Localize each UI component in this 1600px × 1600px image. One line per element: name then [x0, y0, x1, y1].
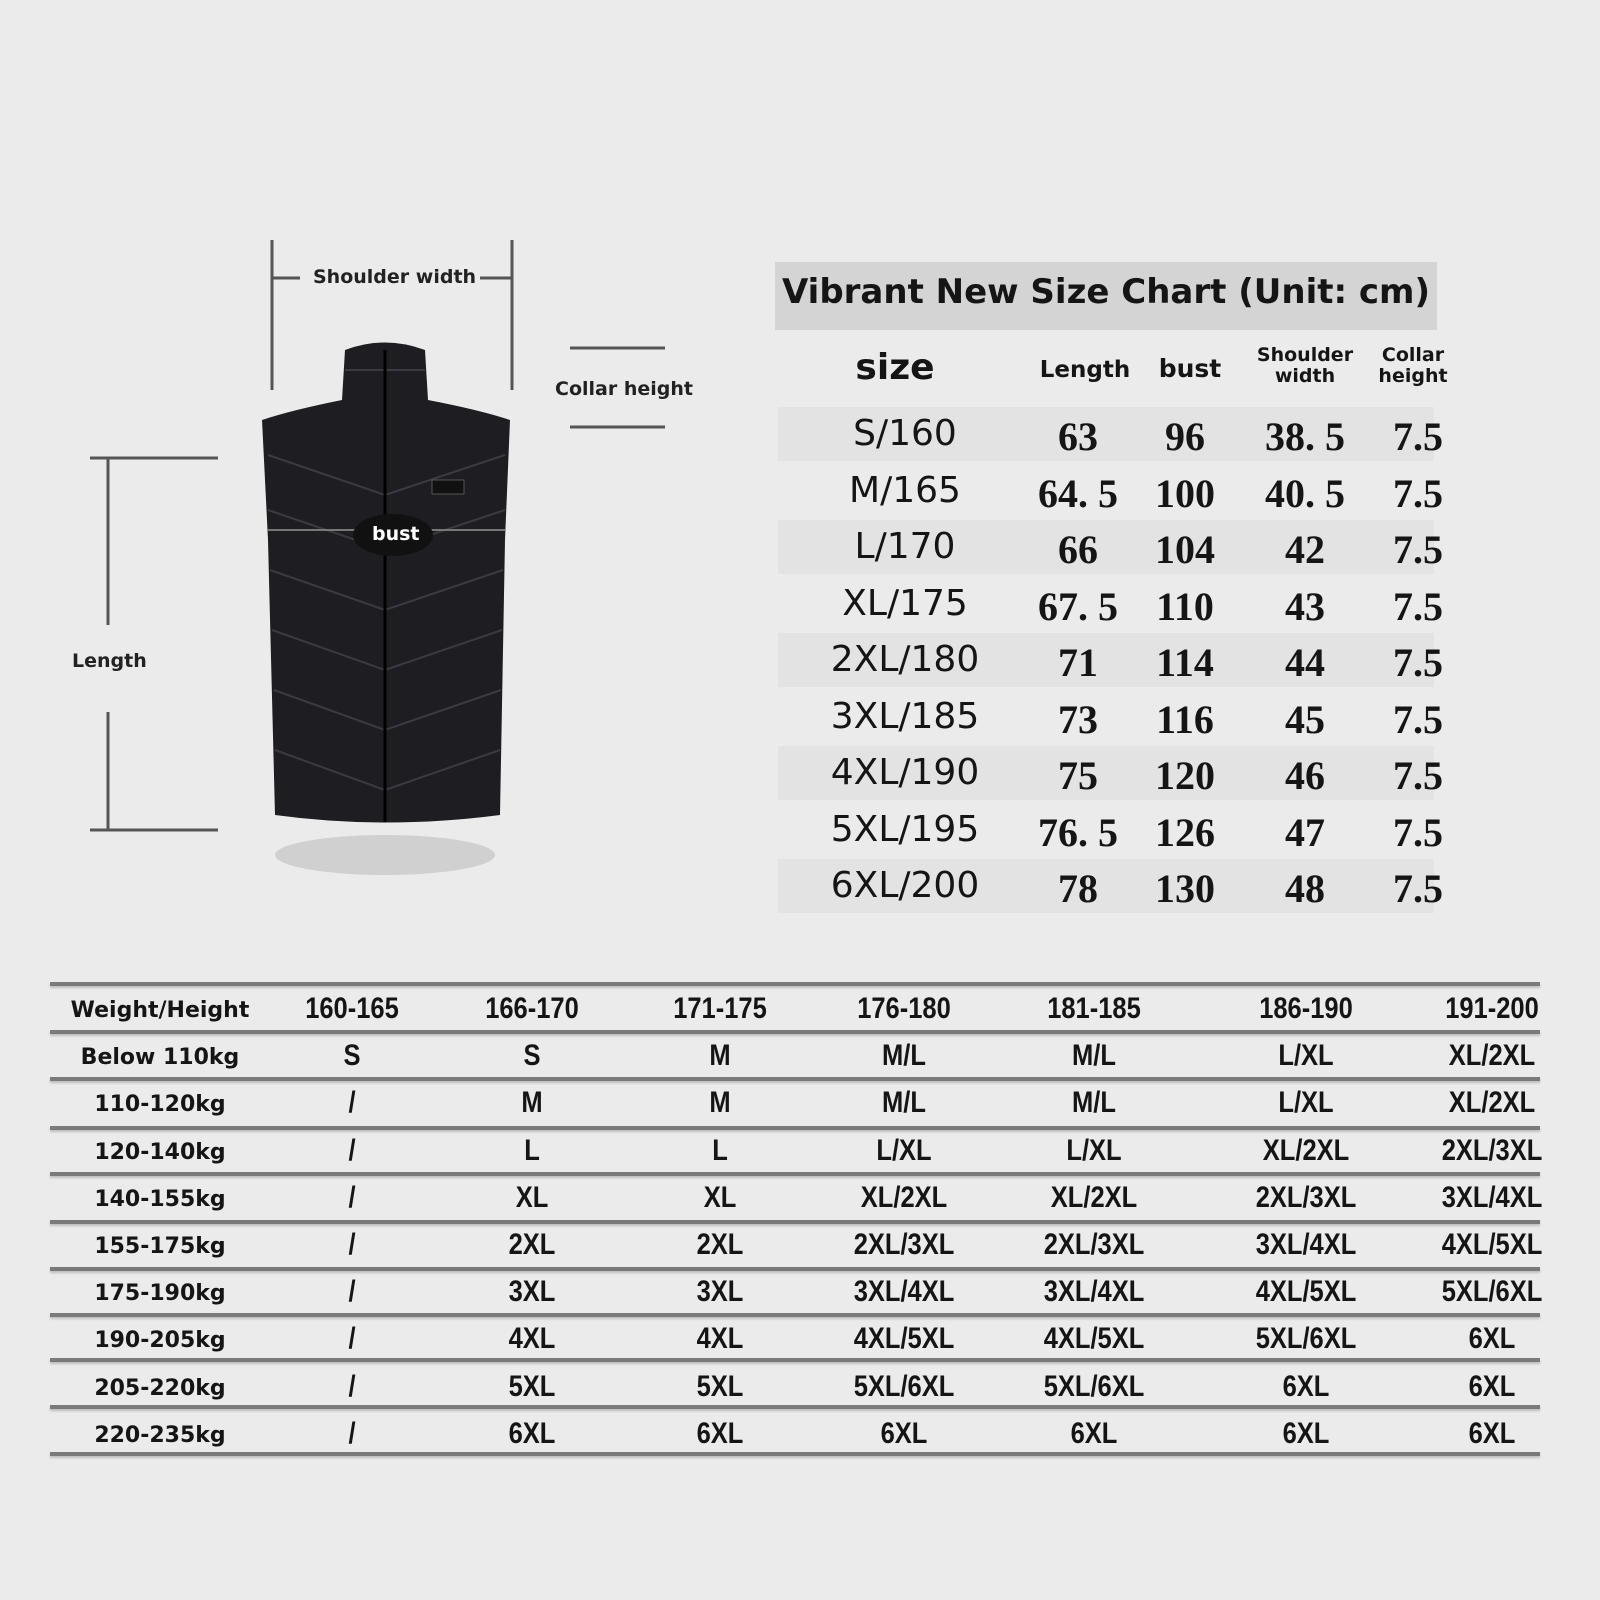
- column-header: 186-190: [1259, 992, 1353, 1025]
- size-cell: M/L: [1072, 1039, 1116, 1073]
- measure-cell: 7.5: [1393, 527, 1443, 572]
- measure-cell: 126: [1155, 809, 1215, 855]
- size-cell: 4XL/5XL: [853, 1322, 955, 1356]
- size-cell: L/XL: [876, 1133, 932, 1167]
- measure-cell: 130: [1155, 866, 1215, 911]
- size-cell: M: [709, 1086, 731, 1120]
- size-chart-title: Vibrant New Size Chart (Unit: cm): [781, 272, 1431, 312]
- vest-illustration: [0, 0, 760, 900]
- weight-label: 140-155kg: [94, 1186, 226, 1212]
- size-cell: /: [348, 1275, 356, 1309]
- size-cell: M/L: [1072, 1086, 1116, 1120]
- size-cell: 2XL/3XL: [853, 1228, 955, 1261]
- shoulder-width-label: Shoulder width: [313, 266, 477, 288]
- size-cell: 5XL/6XL: [1441, 1275, 1543, 1309]
- header-size: size: [855, 347, 935, 388]
- weight-label: 220-235kg: [94, 1422, 226, 1448]
- size-cell: 2XL/3XL: [1441, 1133, 1543, 1167]
- size-cell: L/XL: [1278, 1086, 1334, 1120]
- measure-cell: 64. 5: [1038, 470, 1118, 516]
- size-cell: /: [348, 1133, 356, 1167]
- measure-cell: 7.5: [1393, 640, 1443, 685]
- row-divider: [50, 1077, 1540, 1081]
- size-cell: XL/2XL: [1448, 1086, 1536, 1120]
- row-divider: [50, 1405, 1540, 1409]
- size-cell: 4XL/5XL: [1043, 1322, 1145, 1356]
- size-cell: XL: [515, 1180, 549, 1214]
- size-cell: /: [348, 1228, 356, 1261]
- size-cell: /: [348, 1180, 356, 1214]
- measure-cell: 96: [1165, 414, 1205, 459]
- size-cell: S/160: [853, 413, 957, 454]
- size-cell: 3XL/4XL: [853, 1275, 955, 1309]
- size-cell: 6XL: [1282, 1369, 1330, 1403]
- measure-cell: 67. 5: [1038, 583, 1118, 629]
- header-line: Collar: [1381, 344, 1445, 366]
- measure-cell: 47: [1285, 809, 1325, 855]
- size-cell: 6XL: [880, 1416, 928, 1450]
- size-cell: 6XL: [1468, 1322, 1516, 1356]
- size-cell: 6XL: [508, 1416, 556, 1450]
- size-cell: 3XL/4XL: [1255, 1228, 1357, 1261]
- size-cell: 4XL: [696, 1322, 744, 1356]
- size-cell: 2XL/180: [830, 639, 980, 680]
- size-cell: /: [348, 1086, 356, 1120]
- size-cell: XL/2XL: [860, 1180, 948, 1214]
- measure-cell: 120: [1155, 753, 1215, 798]
- size-cell: 5XL: [696, 1369, 744, 1403]
- measure-cell: 7.5: [1393, 470, 1443, 516]
- measure-cell: 42: [1285, 527, 1325, 572]
- size-cell: 5XL: [508, 1369, 556, 1403]
- size-cell: 6XL/200: [830, 865, 980, 906]
- size-cell: /: [348, 1416, 356, 1450]
- measure-cell: 7.5: [1393, 866, 1443, 911]
- size-cell: M/L: [882, 1086, 926, 1120]
- measure-cell: 7.5: [1393, 809, 1443, 855]
- measure-cell: 40. 5: [1265, 470, 1345, 516]
- weight-label: 190-205kg: [94, 1328, 226, 1354]
- weight-label: 110-120kg: [94, 1092, 226, 1118]
- measure-cell: 46: [1285, 753, 1325, 798]
- measure-cell: 104: [1155, 527, 1215, 572]
- size-cell: 6XL: [1468, 1416, 1516, 1450]
- size-cell: 6XL: [696, 1416, 744, 1450]
- column-header: 171-175: [673, 992, 767, 1025]
- size-cell: 5XL/6XL: [1043, 1369, 1145, 1403]
- measure-cell: 75: [1058, 753, 1098, 798]
- column-header: Weight/Height: [70, 998, 250, 1023]
- size-cell: 3XL: [696, 1275, 744, 1309]
- weight-label: Below 110kg: [80, 1045, 240, 1071]
- row-divider: [50, 1172, 1540, 1176]
- size-cell: 4XL/190: [830, 752, 980, 793]
- size-cell: /: [348, 1322, 356, 1356]
- row-divider: [50, 982, 1540, 986]
- size-cell: 4XL: [508, 1322, 556, 1356]
- measure-cell: 114: [1156, 640, 1214, 685]
- column-header: 191-200: [1445, 992, 1539, 1025]
- header-line: Shoulder: [1256, 344, 1354, 366]
- measure-cell: 7.5: [1393, 696, 1443, 742]
- header-shoulder-width: [1240, 345, 1370, 387]
- size-cell: 4XL/5XL: [1255, 1275, 1357, 1309]
- size-cell: L/XL: [1066, 1133, 1122, 1167]
- size-cell: M: [709, 1039, 731, 1073]
- measure-cell: 45: [1285, 696, 1325, 742]
- size-cell: M: [521, 1086, 543, 1120]
- column-header: 166-170: [485, 992, 579, 1025]
- measure-cell: 43: [1285, 583, 1325, 629]
- size-cell: XL/175: [842, 582, 968, 624]
- size-cell: L/XL: [1278, 1039, 1334, 1073]
- size-cell: 3XL/185: [830, 695, 980, 737]
- header-length: Length: [1039, 357, 1131, 383]
- size-cell: 2XL: [696, 1228, 744, 1261]
- row-divider: [50, 1452, 1540, 1456]
- size-cell: 5XL/6XL: [853, 1369, 955, 1403]
- measure-cell: 44: [1285, 640, 1325, 685]
- measure-cell: 63: [1058, 414, 1098, 459]
- size-cell: 3XL/4XL: [1043, 1275, 1145, 1309]
- size-cell: 3XL: [508, 1275, 556, 1309]
- size-cell: L: [712, 1133, 728, 1167]
- measure-cell: 7.5: [1393, 583, 1443, 629]
- header-bust: bust: [1158, 354, 1222, 383]
- size-cell: XL/2XL: [1262, 1133, 1350, 1167]
- size-cell: 5XL/195: [830, 808, 980, 850]
- size-cell: S: [523, 1039, 541, 1073]
- measure-cell: 71: [1058, 640, 1098, 685]
- measure-cell: 116: [1156, 696, 1214, 742]
- measure-cell: 73: [1058, 696, 1098, 742]
- header-line: height: [1378, 364, 1448, 387]
- length-label: Length: [72, 650, 147, 672]
- measure-cell: 110: [1156, 583, 1214, 629]
- weight-label: 205-220kg: [94, 1375, 226, 1401]
- size-cell: XL/2XL: [1448, 1039, 1536, 1073]
- measure-cell: 78: [1058, 866, 1098, 911]
- weight-label: 120-140kg: [94, 1139, 226, 1165]
- row-divider: [50, 1313, 1540, 1317]
- header-collar-height: [1358, 345, 1468, 387]
- size-cell: 5XL/6XL: [1255, 1322, 1357, 1356]
- measure-cell: 76. 5: [1038, 809, 1118, 855]
- size-cell: 2XL: [508, 1228, 556, 1261]
- column-header: 176-180: [857, 992, 951, 1025]
- row-divider: [50, 1220, 1540, 1224]
- row-divider: [50, 1030, 1540, 1034]
- measure-cell: 100: [1155, 470, 1215, 516]
- column-header: 160-165: [305, 992, 399, 1025]
- size-cell: 6XL: [1468, 1369, 1516, 1403]
- measure-cell: 66: [1058, 527, 1098, 572]
- size-cell: XL/2XL: [1050, 1180, 1138, 1214]
- weight-label: 175-190kg: [94, 1281, 226, 1307]
- size-cell: 4XL/5XL: [1441, 1228, 1543, 1261]
- weight-label: 155-175kg: [94, 1234, 226, 1259]
- measure-cell: 38. 5: [1265, 414, 1345, 459]
- size-cell: 2XL/3XL: [1255, 1180, 1357, 1214]
- size-cell: 2XL/3XL: [1043, 1228, 1145, 1261]
- measure-cell: 7.5: [1393, 414, 1443, 459]
- row-divider: [50, 1358, 1540, 1362]
- size-cell: S: [343, 1039, 361, 1073]
- row-divider: [50, 1126, 1540, 1130]
- row-divider: [50, 1267, 1540, 1271]
- bust-label: bust: [372, 523, 420, 545]
- size-cell: L/170: [854, 526, 956, 567]
- size-cell: /: [348, 1369, 356, 1403]
- collar-height-label: Collar height: [555, 378, 693, 400]
- size-cell: M/165: [849, 469, 961, 511]
- size-cell: 3XL/4XL: [1441, 1180, 1543, 1214]
- size-cell: XL: [703, 1180, 737, 1214]
- measure-cell: 7.5: [1393, 753, 1443, 798]
- size-cell: 6XL: [1282, 1416, 1330, 1450]
- size-cell: L: [524, 1133, 540, 1167]
- header-line: width: [1274, 364, 1336, 387]
- column-header: 181-185: [1047, 992, 1141, 1025]
- size-cell: 6XL: [1070, 1416, 1118, 1450]
- size-cell: M/L: [882, 1039, 926, 1073]
- measure-cell: 48: [1285, 866, 1325, 911]
